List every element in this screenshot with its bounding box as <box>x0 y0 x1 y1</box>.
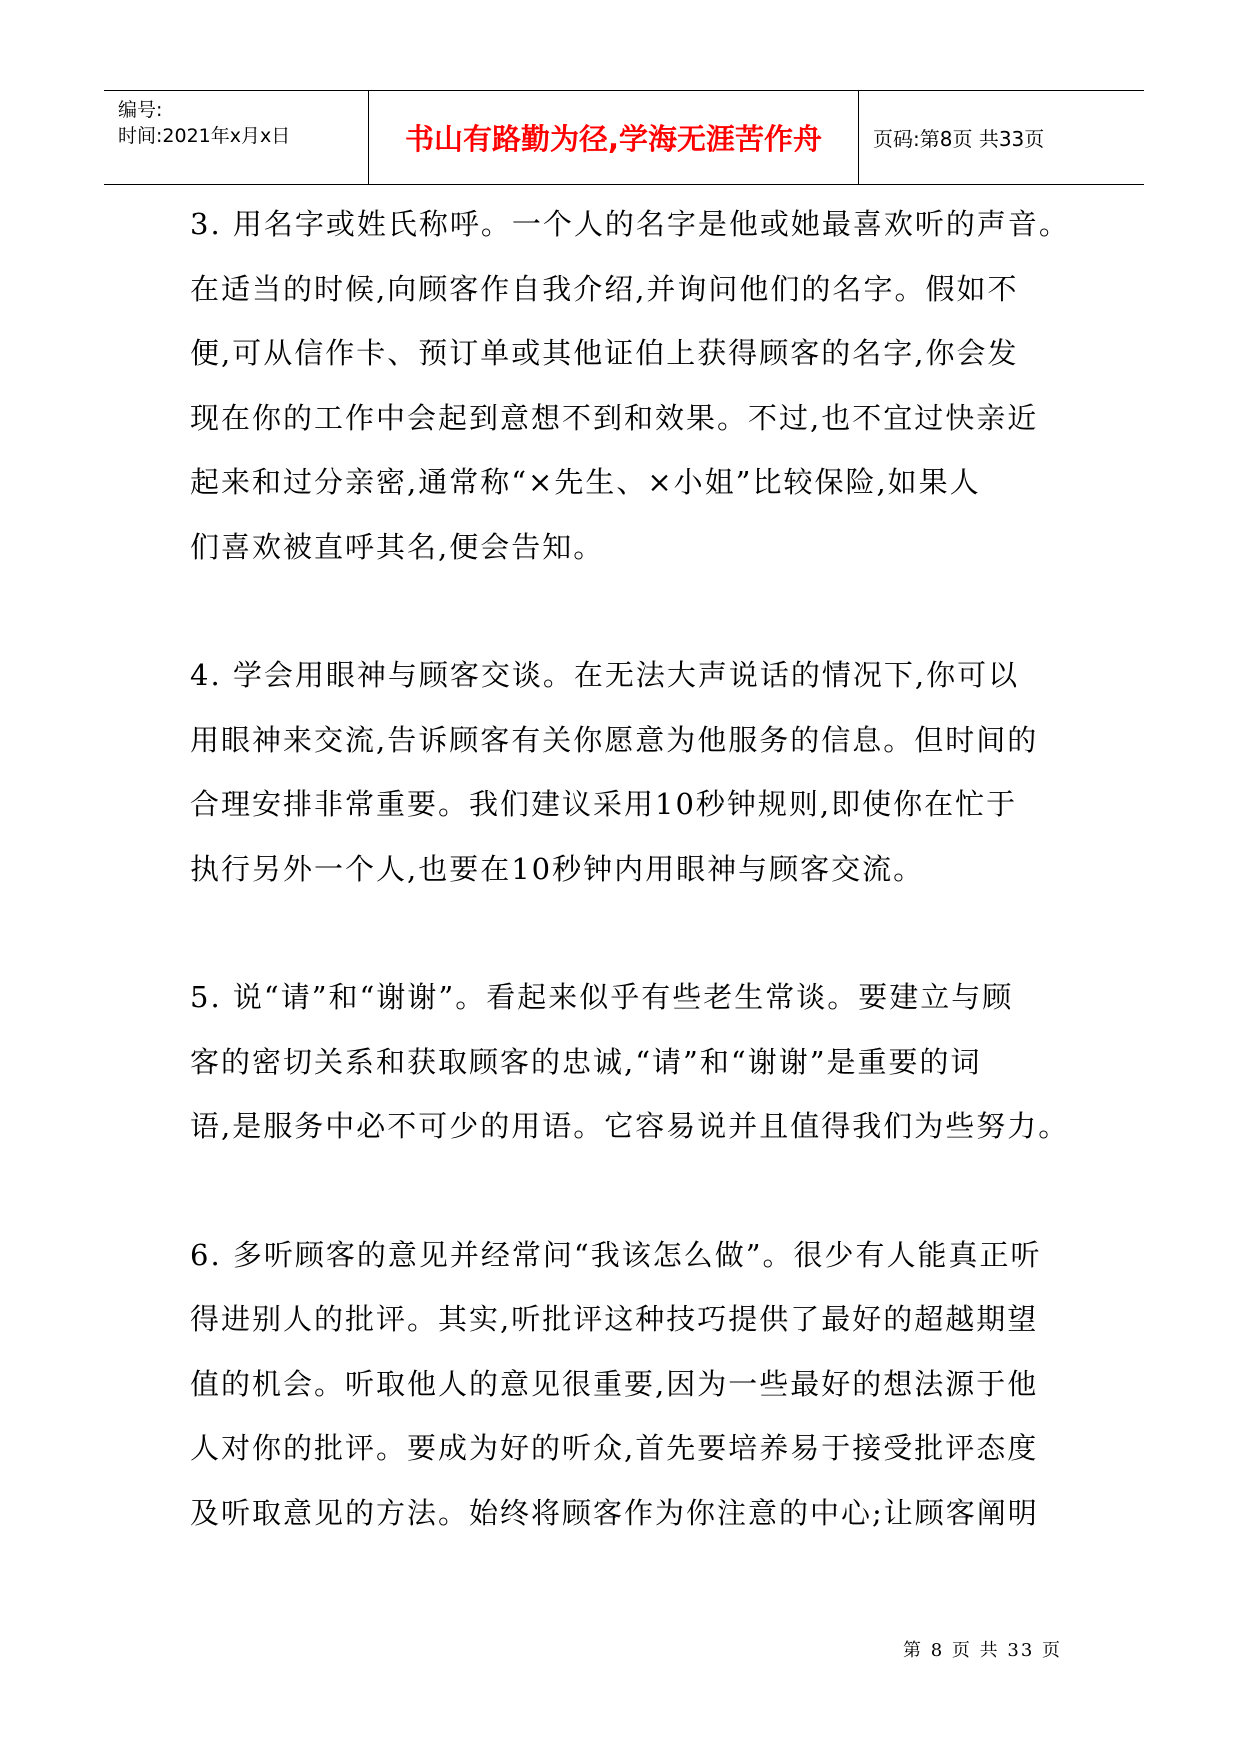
text-line: 起来和过分亲密,通常称“×先生、×小姐”比较保险,如果人 <box>190 465 981 499</box>
body-text <box>190 192 1070 1609</box>
paragraph-5 <box>190 965 1070 1159</box>
time-label: 时间:2021年x月x日 <box>118 125 291 147</box>
text-line: 5. 说“请”和“谢谢”。看起来似乎有些老生常谈。要建立与顾 <box>190 980 1014 1014</box>
text-line: 得进别人的批评。其实,听批评这种技巧提供了最好的超越期望 <box>190 1302 1039 1336</box>
page-footer: 第 8 页 共 33 页 <box>903 1640 1062 1661</box>
header-meta <box>104 91 368 184</box>
text-line: 语,是服务中必不可少的用语。它容易说并且值得我们为些努力。 <box>190 1109 1070 1143</box>
text-line: 4. 学会用眼神与顾客交谈。在无法大声说话的情况下,你可以 <box>190 658 1020 692</box>
page-header <box>104 90 1144 185</box>
text-line: 执行另外一个人,也要在10秒钟内用眼神与顾客交流。 <box>190 851 925 886</box>
paragraph-3 <box>190 192 1070 579</box>
text-line: 现在你的工作中会起到意想不到和效果。不过,也不宜过快亲近 <box>190 400 1039 435</box>
text-line: 值的机会。听取他人的意见很重要,因为一些最好的想法源于他 <box>190 1366 1039 1401</box>
header-motto: 书山有路勤为径,学海无涯苦作舟 <box>368 91 859 184</box>
text-line: 便,可从信作卡、预订单或其他证伯上获得顾客的名字,你会发 <box>190 336 1019 370</box>
number-label: 编号: <box>118 99 163 121</box>
text-line: 人对你的批评。要成为好的听众,首先要培养易于接受批评态度 <box>190 1431 1039 1465</box>
header-page-info: 页码:第8页 共33页 <box>873 127 1045 151</box>
text-line: 3. 用名字或姓氏称呼。一个人的名字是他或她最喜欢听的声音。 <box>190 207 1070 241</box>
text-line: 用眼神来交流,告诉顾客有关你愿意为他服务的信息。但时间的 <box>190 722 1039 757</box>
text-line: 在适当的时候,向顾客作自我介绍,并询问他们的名字。假如不 <box>190 271 1019 306</box>
paragraph-4 <box>190 643 1070 901</box>
paragraph-6 <box>190 1223 1070 1546</box>
text-line: 们喜欢被直呼其名,便会告知。 <box>190 529 605 564</box>
text-line: 6. 多听顾客的意见并经常问“我该怎么做”。很少有人能真正听 <box>190 1237 1042 1272</box>
text-line: 合理安排非常重要。我们建议采用10秒钟规则,即使你在忙于 <box>190 787 1018 821</box>
text-line: 客的密切关系和获取顾客的忠诚,“请”和“谢谢”是重要的词 <box>190 1044 982 1079</box>
text-line: 及听取意见的方法。始终将顾客作为你注意的中心;让顾客阐明 <box>190 1495 1039 1530</box>
